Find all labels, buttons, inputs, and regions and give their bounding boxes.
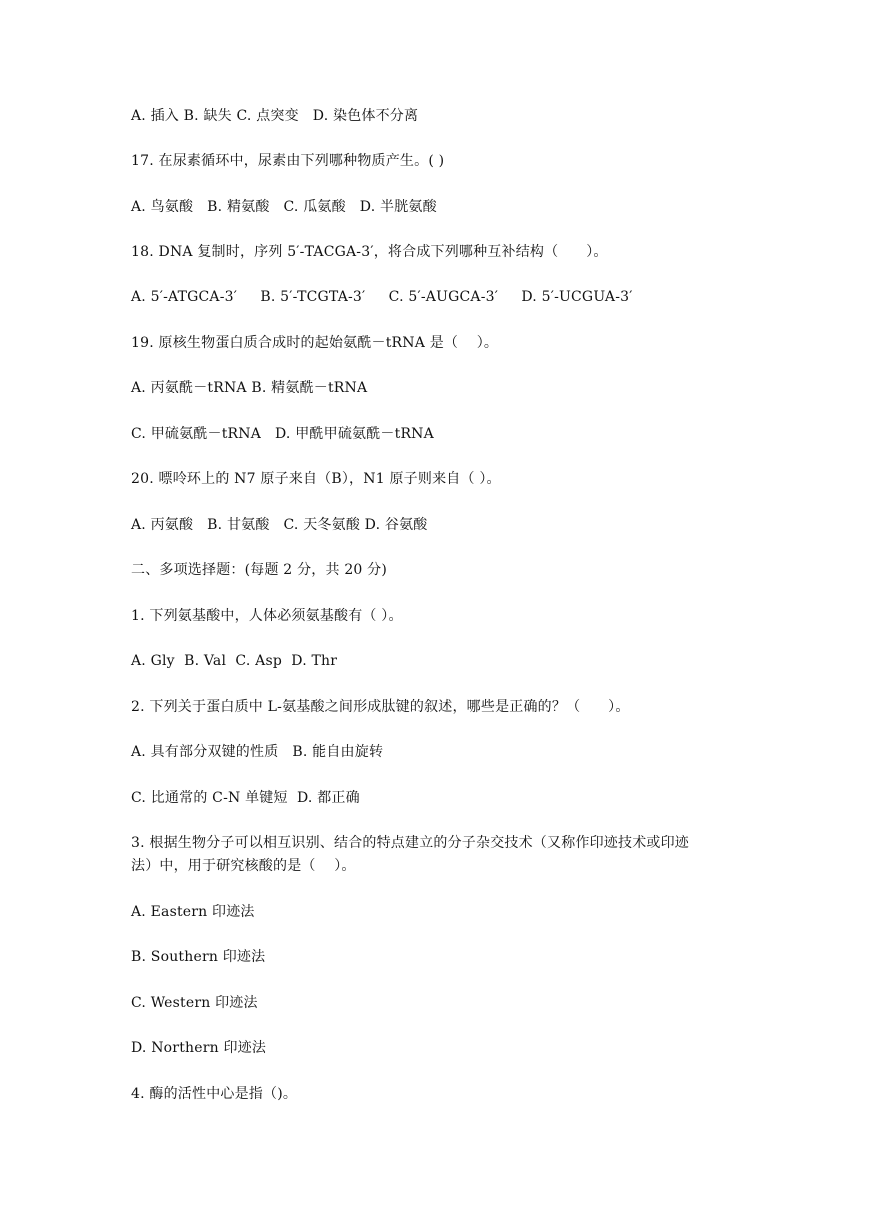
question-20: 20. 嘌呤环上的 N7 原子来自（B），N1 原子则来自（ ）。: [131, 471, 501, 487]
option-line: A. 丙氨酸 B. 甘氨酸 C. 天冬氨酸 D. 谷氨酸: [131, 517, 428, 533]
section-heading: 二、多项选择题：(每题 2 分，共 20 分): [131, 562, 388, 578]
option-line: A. 鸟氨酸 B. 精氨酸 C. 瓜氨酸 D. 半胱氨酸: [131, 199, 437, 215]
multi-question-2: 2. 下列关于蛋白质中 L-氨基酸之间形成肽键的叙述，哪些是正确的？（ ）。: [131, 699, 630, 715]
option-line: A. 丙氨酰－tRNA B. 精氨酰－tRNA: [131, 380, 368, 396]
option-line: A. 5′-ATGCA-3′ B. 5′-TCGTA-3′ C. 5′-AUGCA-3′ D. 5′-UCGUA-3′: [131, 289, 633, 305]
multi-question-4: 4. 酶的活性中心是指（)。: [131, 1086, 298, 1102]
option-line: C. Western 印迹法: [131, 995, 258, 1011]
question-19: 19. 原核生物蛋白质合成时的起始氨酰－tRNA 是（ ）。: [131, 335, 499, 351]
option-line: A. Gly B. Val C. Asp D. Thr: [131, 653, 338, 669]
multi-question-1: 1. 下列氨基酸中，人体必须氨基酸有（ ）。: [131, 608, 403, 624]
option-line: B. Southern 印迹法: [131, 949, 266, 965]
option-line: C. 甲硫氨酰－tRNA D. 甲酰甲硫氨酰－tRNA: [131, 426, 434, 442]
multi-question-3-cont: 法）中，用于研究核酸的是（ ）。: [131, 858, 356, 874]
option-line: C. 比通常的 C-N 单键短 D. 都正确: [131, 790, 360, 806]
question-18: 18. DNA 复制时，序列 5′-TACGA-3′，将合成下列哪种互补结构（ ）。: [131, 244, 608, 260]
option-line: A. 插入 B. 缺失 C. 点突变 D. 染色体不分离: [131, 108, 419, 124]
option-line: A. 具有部分双键的性质 B. 能自由旋转: [131, 744, 384, 760]
multi-question-3: 3. 根据生物分子可以相互识别、结合的特点建立的分子杂交技术（又称作印迹技术或印迹: [131, 835, 690, 851]
option-line: D. Northern 印迹法: [131, 1040, 267, 1056]
option-line: A. Eastern 印迹法: [131, 904, 255, 920]
question-17: 17. 在尿素循环中，尿素由下列哪种物质产生。( ): [131, 153, 445, 169]
